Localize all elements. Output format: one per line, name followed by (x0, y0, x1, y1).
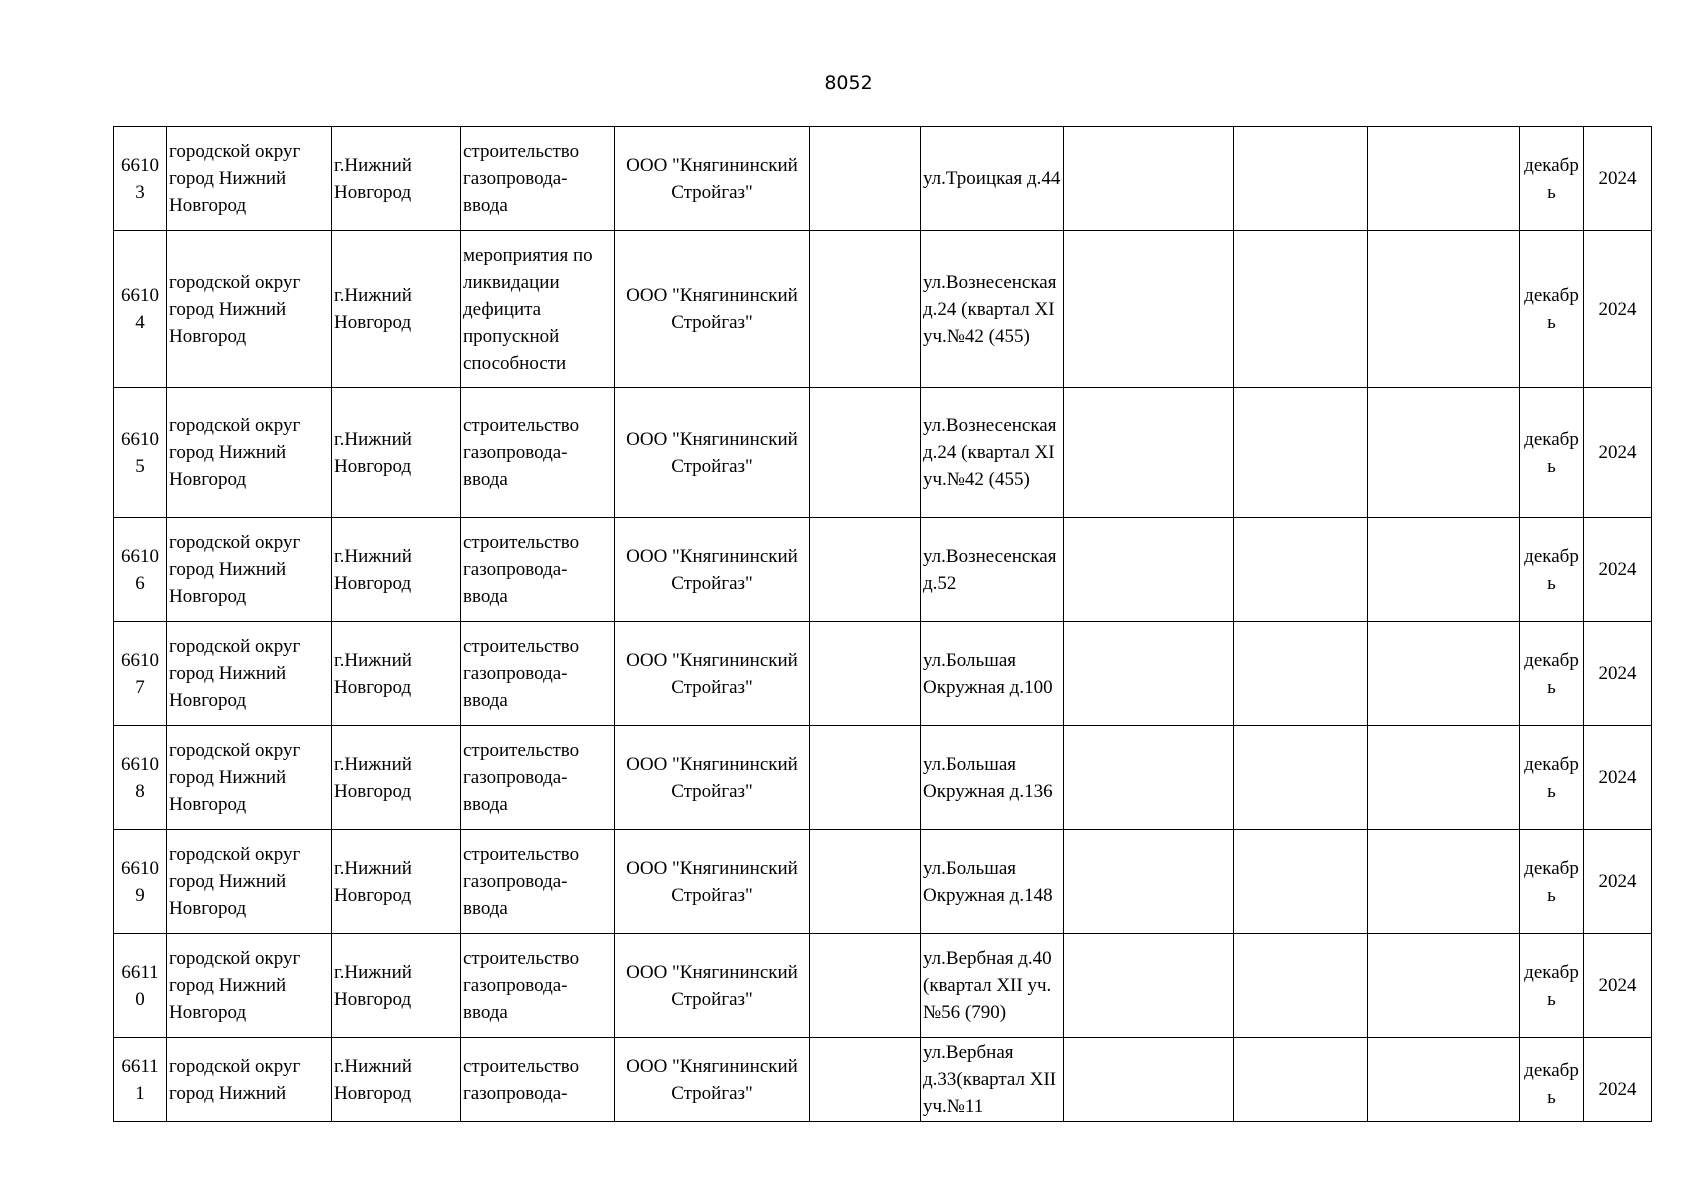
address-cell: ул.Вербная д.33(квартал XII уч.№11 (921, 1038, 1064, 1122)
organization-cell: ООО "Княгининский Стройгаз" (615, 388, 810, 518)
month-cell: декабр ь (1520, 830, 1584, 934)
organization-cell: ООО "Княгининский Стройгаз" (615, 518, 810, 622)
row-number: 6610 8 (114, 726, 167, 830)
month-cell: декабр ь (1520, 231, 1584, 388)
year-cell: 2024 (1584, 388, 1652, 518)
organization-cell: ООО "Княгининский Стройгаз" (615, 127, 810, 231)
empty-cell (1064, 622, 1234, 726)
table-row (114, 127, 1652, 231)
work-type-cell: строительство газопровода-ввода (461, 127, 615, 231)
empty-cell (1368, 934, 1520, 1038)
empty-cell (1234, 1038, 1368, 1122)
organization-cell: ООО "Княгининский Стройгаз" (615, 934, 810, 1038)
row-number: 6610 3 (114, 127, 167, 231)
city-cell: г.Нижний Новгород (332, 1038, 461, 1122)
row-number: 6610 4 (114, 231, 167, 388)
empty-cell (1234, 231, 1368, 388)
address-cell: ул.Троицкая д.44 (921, 127, 1064, 231)
empty-cell (1234, 127, 1368, 231)
month-cell: декабр ь (1520, 726, 1584, 830)
work-type-cell: строительство газопровода-ввода (461, 518, 615, 622)
city-cell: г.Нижний Новгород (332, 934, 461, 1038)
empty-cell (1368, 726, 1520, 830)
district-cell: городской округ город Нижний Новгород (167, 388, 332, 518)
year-cell: 2024 (1584, 622, 1652, 726)
empty-cell (1234, 518, 1368, 622)
empty-cell (810, 127, 921, 231)
empty-cell (810, 622, 921, 726)
work-type-cell: строительство газопровода-ввода (461, 726, 615, 830)
year-cell: 2024 (1584, 934, 1652, 1038)
empty-cell (810, 518, 921, 622)
address-cell: ул.Вознесенская д.52 (921, 518, 1064, 622)
address-cell: ул.Вознесенская д.24 (квартал XI уч.№42 (455) (921, 388, 1064, 518)
city-cell: г.Нижний Новгород (332, 518, 461, 622)
city-cell: г.Нижний Новгород (332, 231, 461, 388)
row-number: 6611 1 (114, 1038, 167, 1122)
year-cell: 2024 (1584, 518, 1652, 622)
month-cell: декабр ь (1520, 518, 1584, 622)
organization-cell: ООО "Княгининский Стройгаз" (615, 231, 810, 388)
row-number: 6611 0 (114, 934, 167, 1038)
table-row (114, 622, 1652, 726)
empty-cell (1368, 622, 1520, 726)
empty-cell (810, 388, 921, 518)
district-cell: городской округ город Нижний Новгород (167, 726, 332, 830)
year-cell: 2024 (1584, 830, 1652, 934)
empty-cell (1368, 388, 1520, 518)
organization-cell: ООО "Княгининский Стройгаз" (615, 726, 810, 830)
table-row (114, 934, 1652, 1038)
empty-cell (1234, 726, 1368, 830)
district-cell: городской округ город Нижний Новгород (167, 231, 332, 388)
table-row (114, 388, 1652, 518)
page-number: 8052 (824, 72, 873, 94)
empty-cell (1064, 127, 1234, 231)
row-number: 6610 6 (114, 518, 167, 622)
month-cell: декабр ь (1520, 127, 1584, 231)
empty-cell (810, 1038, 921, 1122)
empty-cell (810, 231, 921, 388)
work-type-cell: строительство газопровода- (461, 1038, 615, 1122)
empty-cell (1368, 830, 1520, 934)
month-cell: декабр ь (1520, 1038, 1584, 1122)
district-cell: городской округ город Нижний Новгород (167, 127, 332, 231)
empty-cell (1368, 127, 1520, 231)
empty-cell (1064, 518, 1234, 622)
empty-cell (1234, 934, 1368, 1038)
organization-cell: ООО "Княгининский Стройгаз" (615, 1038, 810, 1122)
empty-cell (810, 830, 921, 934)
year-cell: 2024 (1584, 726, 1652, 830)
empty-cell (1234, 388, 1368, 518)
district-cell: городской округ город Нижний Новгород (167, 830, 332, 934)
city-cell: г.Нижний Новгород (332, 622, 461, 726)
row-number: 6610 5 (114, 388, 167, 518)
year-cell: 2024 (1584, 231, 1652, 388)
table-row (114, 518, 1652, 622)
work-type-cell: строительство газопровода-ввода (461, 388, 615, 518)
district-cell: городской округ город Нижний Новгород (167, 934, 332, 1038)
empty-cell (1234, 622, 1368, 726)
work-type-cell: строительство газопровода-ввода (461, 622, 615, 726)
organization-cell: ООО "Княгининский Стройгаз" (615, 830, 810, 934)
work-type-cell: мероприятия по ликвидации дефицита пропускной способности (461, 231, 615, 388)
district-cell: городской округ город Нижний Новгород (167, 622, 332, 726)
empty-cell (1064, 1038, 1234, 1122)
year-cell: 2024 (1584, 127, 1652, 231)
table-row (114, 231, 1652, 388)
empty-cell (1368, 1038, 1520, 1122)
city-cell: г.Нижний Новгород (332, 127, 461, 231)
district-cell: городской округ город Нижний Новгород (167, 518, 332, 622)
work-type-cell: строительство газопровода-ввода (461, 934, 615, 1038)
address-cell: ул.Вербная д.40 (квартал XII уч.№56 (790) (921, 934, 1064, 1038)
empty-cell (1064, 934, 1234, 1038)
table-row (114, 726, 1652, 830)
empty-cell (1064, 231, 1234, 388)
empty-cell (810, 726, 921, 830)
month-cell: декабр ь (1520, 934, 1584, 1038)
empty-cell (1368, 518, 1520, 622)
row-number: 6610 9 (114, 830, 167, 934)
organization-cell: ООО "Княгининский Стройгаз" (615, 622, 810, 726)
month-cell: декабр ь (1520, 388, 1584, 518)
gas-works-table (113, 126, 1652, 1122)
address-cell: ул.Большая Окружная д.148 (921, 830, 1064, 934)
year-cell: 2024 (1584, 1038, 1652, 1122)
empty-cell (1234, 830, 1368, 934)
empty-cell (1064, 388, 1234, 518)
work-type-cell: строительство газопровода-ввода (461, 830, 615, 934)
address-cell: ул.Вознесенская д.24 (квартал XI уч.№42 (455) (921, 231, 1064, 388)
empty-cell (1064, 726, 1234, 830)
row-number: 6610 7 (114, 622, 167, 726)
month-cell: декабр ь (1520, 622, 1584, 726)
city-cell: г.Нижний Новгород (332, 388, 461, 518)
table-row (114, 830, 1652, 934)
city-cell: г.Нижний Новгород (332, 830, 461, 934)
table-row (114, 1038, 1652, 1122)
address-cell: ул.Большая Окружная д.100 (921, 622, 1064, 726)
empty-cell (1368, 231, 1520, 388)
empty-cell (810, 934, 921, 1038)
empty-cell (1064, 830, 1234, 934)
district-cell: городской округ город Нижний (167, 1038, 332, 1122)
city-cell: г.Нижний Новгород (332, 726, 461, 830)
address-cell: ул.Большая Окружная д.136 (921, 726, 1064, 830)
